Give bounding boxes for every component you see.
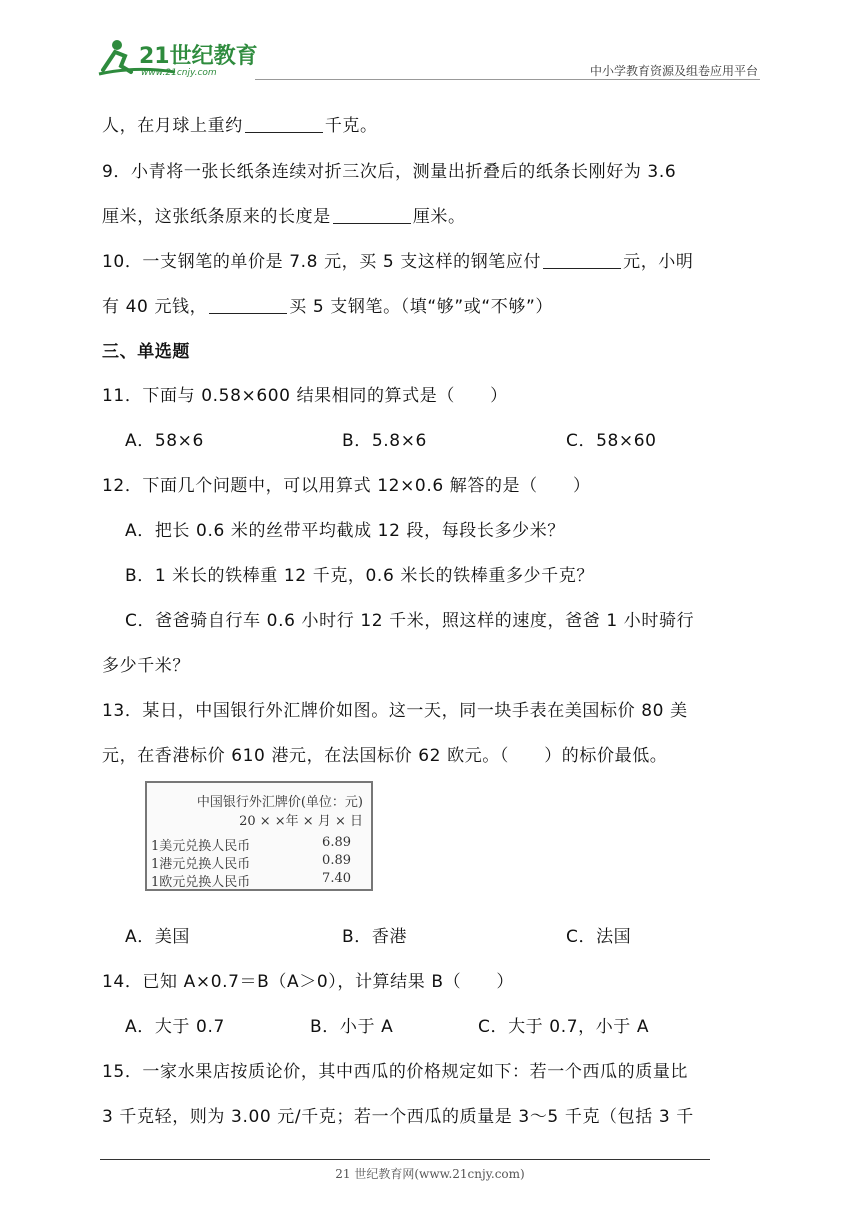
q13-option-b[interactable]: B．香港 [342, 927, 408, 947]
q10-text-b: 元，小明 [623, 252, 694, 272]
q12-option-b[interactable]: B．1 米长的铁棒重 12 千克，0.6 米长的铁棒重多少千克？ [125, 566, 594, 586]
q9-text-a: 厘米，这张纸条原来的长度是 [102, 207, 331, 227]
header-divider [255, 79, 760, 80]
exchange-rate-table [145, 781, 373, 891]
q9-text-b: 厘米。 [412, 207, 466, 227]
q10-line1 [102, 247, 694, 272]
q15-line2: 3 千克轻，则为 3.00 元/千克；若一个西瓜的质量是 3～5 千克（包括 3 千 [102, 1107, 694, 1127]
q14-option-c[interactable]: C．大于 0.7，小于 A [478, 1017, 650, 1037]
q10-line2 [102, 292, 553, 317]
q8-blank[interactable] [245, 115, 323, 133]
row-label: 1美元兑换人民币 [151, 839, 251, 854]
q13-line2: 元，在香港标价 610 港元，在法国标价 62 欧元。（ ）的标价最低。 [102, 746, 668, 766]
logo-url-text: www.21cnjy.com [141, 68, 217, 78]
q13-option-a[interactable]: A．美国 [125, 927, 191, 947]
q10-text-d: 买 5 支钢笔。（填“够”或“不够”） [289, 297, 554, 317]
q8-tail [102, 111, 378, 136]
q10-text-a: 10．一支钢笔的单价是 7.8 元，买 5 支这样的钢笔应付 [102, 252, 542, 272]
q10-blank-1[interactable] [543, 251, 621, 269]
q11-option-a[interactable]: A．58×6 [125, 431, 204, 451]
logo-text: 21世纪教育 [139, 44, 258, 69]
q12-stem: 12．下面几个问题中，可以用算式 12×0.6 解答的是（ ） [102, 476, 591, 496]
table-title: 中国银行外汇牌价(单位：元) [196, 795, 363, 810]
row-label: 1港元兑换人民币 [151, 857, 251, 872]
row-value: 0.89 [322, 853, 351, 868]
q12-option-a[interactable]: A．把长 0.6 米的丝带平均截成 12 段，每段长多少米？ [125, 521, 565, 541]
q15-line1: 15．一家水果店按质论价，其中西瓜的价格规定如下：若一个西瓜的质量比 [102, 1062, 689, 1082]
q14-option-b[interactable]: B．小于 A [310, 1017, 394, 1037]
q11-option-b[interactable]: B．5.8×6 [342, 431, 427, 451]
q14-stem: 14．已知 A×0.7＝B（A＞0），计算结果 B（ ） [102, 972, 515, 992]
q8-text-b: 千克。 [324, 116, 378, 136]
q12-option-c[interactable]: C．爸爸骑自行车 0.6 小时行 12 千米，照这样的速度，爸爸 1 小时骑行 [125, 611, 695, 631]
q13-line1: 13．某日，中国银行外汇牌价如图。这一天，同一块手表在美国标价 80 美 [102, 701, 688, 721]
q9-line2 [102, 202, 466, 227]
row-value: 6.89 [322, 835, 351, 850]
q9-blank[interactable] [333, 206, 411, 224]
q11-option-c[interactable]: C．58×60 [566, 431, 657, 451]
q12-option-c-cont: 多少千米？ [102, 656, 190, 676]
table-date: 20 × ×年 × 月 × 日 [239, 814, 363, 829]
section-title: 三、单选题 [102, 342, 190, 362]
row-value: 7.40 [322, 871, 351, 886]
page-header [95, 36, 760, 80]
page-footer: 21 世纪教育网(www.21cnjy.com) [335, 1167, 525, 1181]
row-label: 1欧元兑换人民币 [151, 875, 251, 890]
q9-line1: 9．小青将一张长纸条连续对折三次后，测量出折叠后的纸条长刚好为 3.6 [102, 162, 677, 182]
q14-option-a[interactable]: A．大于 0.7 [125, 1017, 225, 1037]
q10-text-c: 有 40 元钱， [102, 297, 208, 317]
logo [95, 36, 265, 78]
q10-blank-2[interactable] [209, 296, 287, 314]
q8-text-a: 人，在月球上重约 [102, 116, 243, 136]
header-platform-text: 中小学教育资源及组卷应用平台 [589, 64, 758, 78]
q11-stem: 11．下面与 0.58×600 结果相同的算式是（ ） [102, 386, 508, 406]
q13-option-c[interactable]: C．法国 [566, 927, 632, 947]
footer-divider [100, 1159, 710, 1160]
